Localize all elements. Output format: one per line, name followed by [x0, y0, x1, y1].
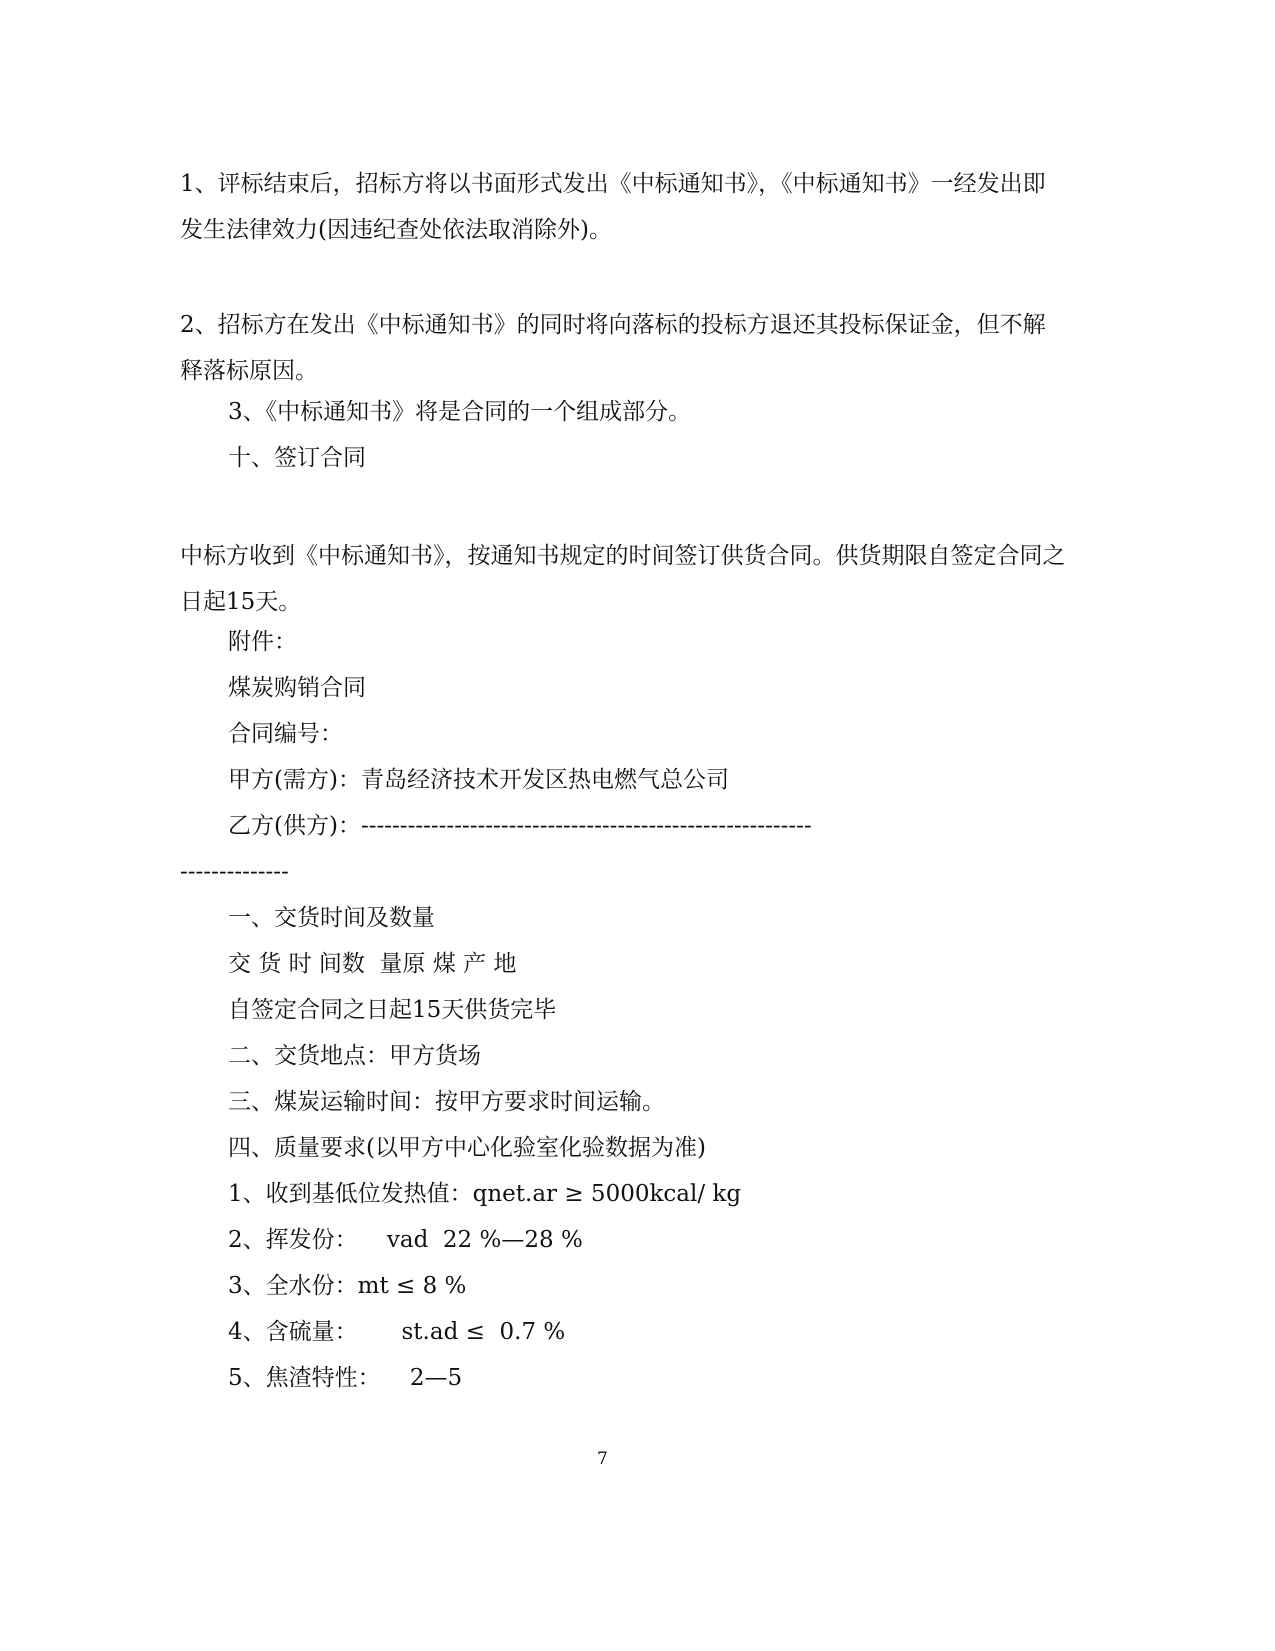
- attachment-label: 附件：: [228, 629, 297, 655]
- contract-number-label: 合同编号：: [228, 721, 343, 747]
- quality-item-heating-value: 1、收到基低位发热值：qnet.ar ≥ 5000kcal/ kg: [228, 1181, 742, 1207]
- paragraph-contract-component: 3、《中标通知书》将是合同的一个组成部分。: [228, 399, 692, 425]
- section-heading-sign-contract: 十、签订合同: [228, 445, 366, 471]
- section-transport-time: 三、煤炭运输时间：按甲方要求时间运输。: [228, 1089, 665, 1115]
- party-a-line: 甲方(需方)：青岛经济技术开发区热电燃气总公司: [228, 767, 729, 793]
- delivery-table-header: 交 货 时 间数 量原 煤 产 地: [228, 951, 517, 977]
- quality-item-total-moisture: 3、全水份：mt ≤ 8 %: [228, 1273, 467, 1299]
- page-number: 7: [597, 1449, 608, 1469]
- paragraph-award-notice: 1、评标结束后，招标方将以书面形式发出《中标通知书》，《中标通知书》一经发出即发生法律效力(因违纪查处依法取消除外)。: [180, 171, 1046, 243]
- section-delivery-location: 二、交货地点：甲方货场: [228, 1043, 481, 1069]
- party-b-line-continued: --------------: [180, 859, 289, 885]
- contract-title: 煤炭购销合同: [228, 675, 366, 701]
- paragraph-bid-deposit-return: 2、招标方在发出《中标通知书》的同时将向落标的投标方退还其投标保证金，但不解释落标原因。: [180, 312, 1046, 384]
- delivery-table-row: 自签定合同之日起15天供货完毕: [228, 997, 557, 1023]
- paragraph-signing-terms: 中标方收到《中标通知书》，按通知书规定的时间签订供货合同。供货期限自签定合同之日起15天。: [180, 543, 1066, 615]
- quality-item-volatile-matter: 2、挥发份： vad 22 %—28 %: [228, 1227, 583, 1253]
- section-delivery-time-quantity: 一、交货时间及数量: [228, 905, 435, 931]
- party-b-line: 乙方(供方)：----------------------------------------------------------: [228, 813, 812, 839]
- quality-item-coke-residue: 5、焦渣特性： 2—5: [228, 1365, 463, 1391]
- quality-item-sulfur-content: 4、含硫量： st.ad ≤ 0.7 %: [228, 1319, 566, 1345]
- section-quality-requirements: 四、质量要求(以甲方中心化验室化验数据为准): [228, 1135, 706, 1161]
